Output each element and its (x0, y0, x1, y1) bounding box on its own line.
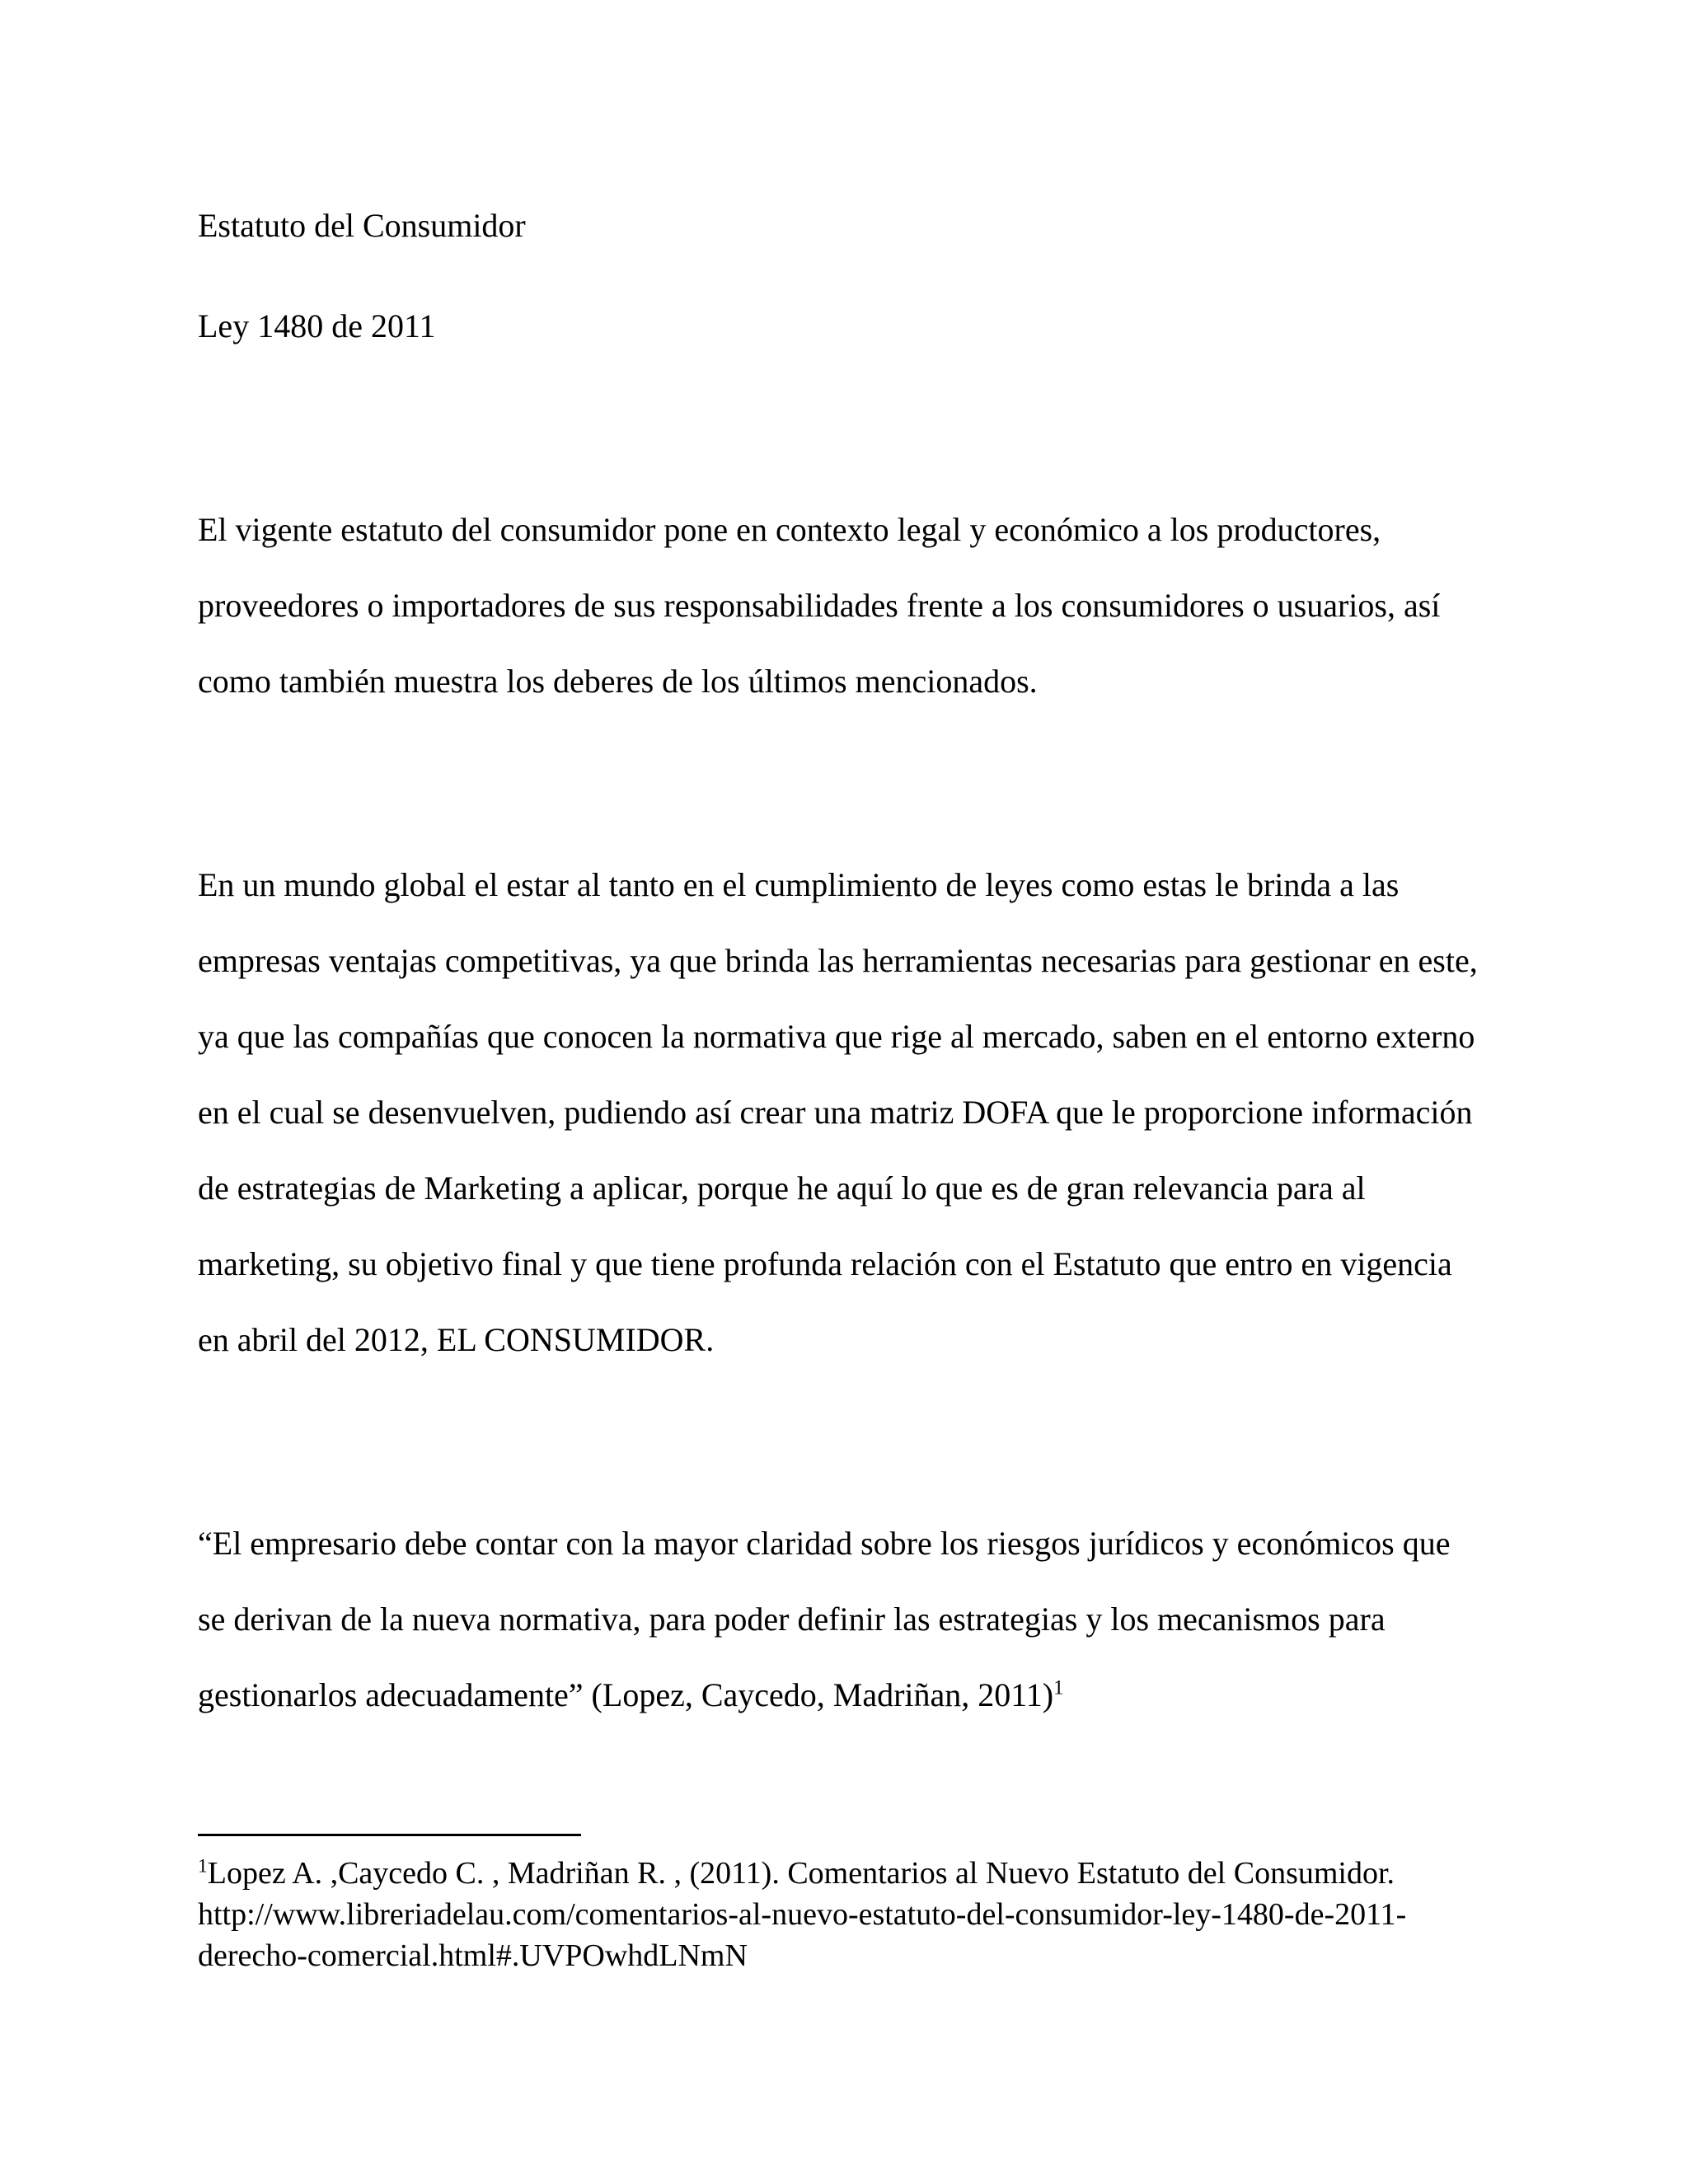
paragraph-intro: El vigente estatuto del consumidor pone en contexto legal y económico a los productores, proveedores o importadores de sus responsabilidades frente a los consumidores o usuarios, así como también muestra los deberes de los últimos mencionados. (198, 511, 1441, 700)
footnote-marker: 1 (198, 1855, 208, 1877)
footnote-separator-line (198, 1834, 581, 1836)
footnote-reference: 1 (1053, 1676, 1064, 1699)
footnote-section (198, 1834, 1482, 1976)
footnote-text (198, 1853, 1482, 1976)
document-subtitle: Ley 1480 de 2011 (198, 307, 436, 344)
document-title: Estatuto del Consumidor (198, 207, 526, 244)
quote-text: “El empresario debe contar con la mayor claridad sobre los riesgos jurídicos y económicos que se derivan de la nueva normativa, para poder definir las estrategias y los mecanismos para gestionarlos adecuadamente” (Lopez, Caycedo, Madriñan, 2011) (198, 1525, 1451, 1713)
paragraph-body: En un mundo global el estar al tanto en el cumplimiento de leyes como estas le brinda a las empresas ventajas competitivas, ya que brinda las herramientas necesarias para gestionar en este, ya que las compañías que conocen la normativa que rige al mercado, saben en el entorno externo en el cual se desenvuelven, pudiendo así crear una matriz DOFA que le proporcione información de estrategias de Marketing a aplicar, porque he aquí lo que es de gran relevancia para al marketing, su objetivo final y que tiene profunda relación con el Estatuto que entro en vigencia en abril del 2012, EL CONSUMIDOR. (198, 866, 1478, 1358)
footnote-url: http://www.libreriadelau.com/comentarios-al-nuevo-estatuto-del-consumidor-ley-1480-de-2011-derecho-comercial.html#.UVPOwhdLNmN (198, 1897, 1407, 1973)
footnote-citation: Lopez A. ,Caycedo C. , Madriñan R. , (2011). Comentarios al Nuevo Estatuto del Consumidor. (207, 1856, 1395, 1891)
paragraph-quote (198, 1506, 1482, 1733)
